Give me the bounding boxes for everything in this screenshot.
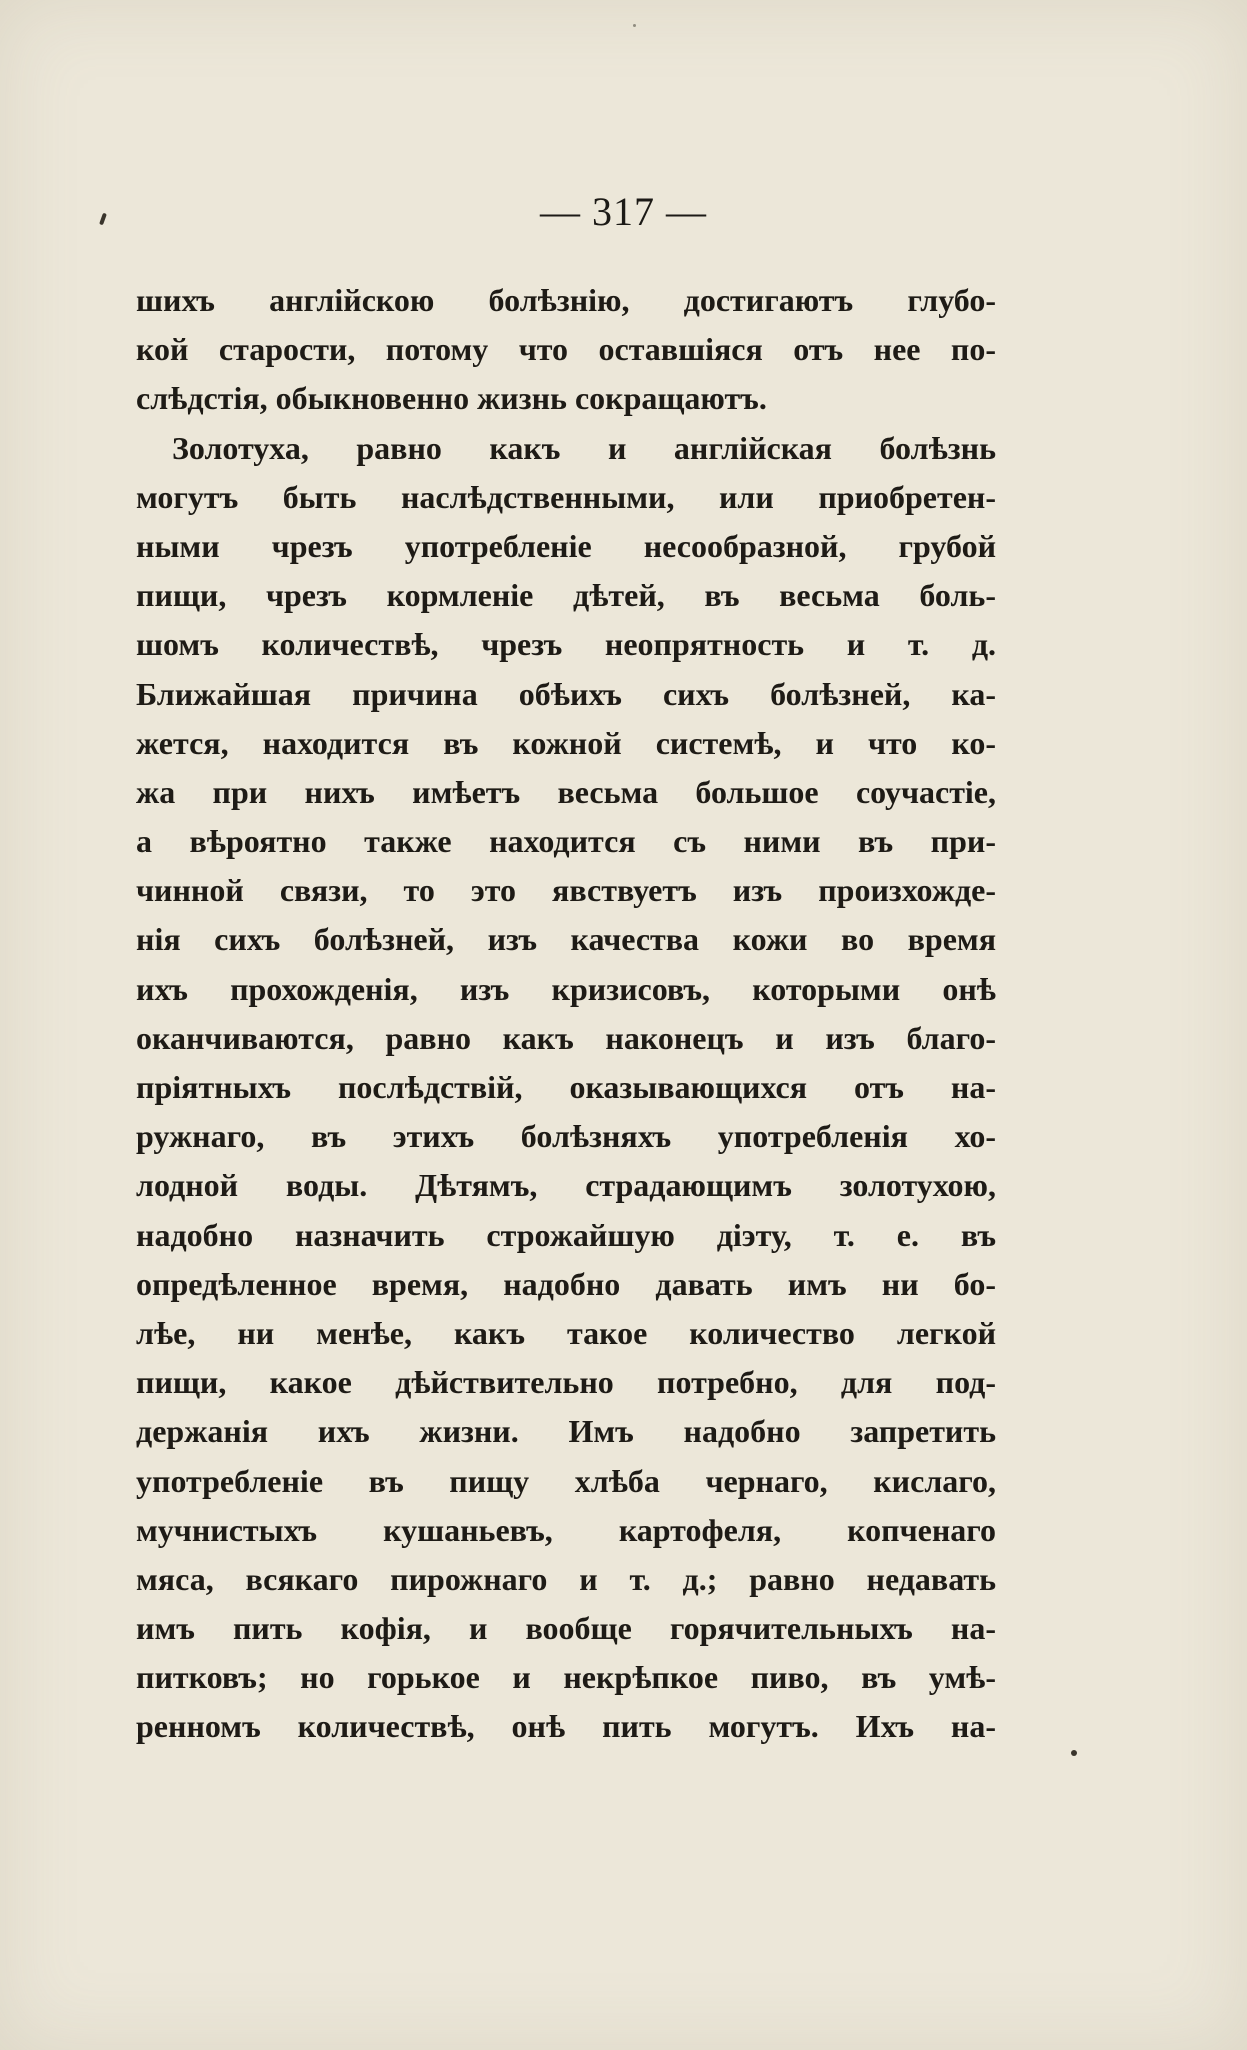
text-line: надобно назначить строжайшую діэту, т. е. въ	[136, 1216, 996, 1253]
text-line: ихъ прохожденія, изъ кризисовъ, которыми онѣ	[136, 970, 996, 1007]
text-line: шомъ количествѣ, чрезъ неопрятность и т. д.	[136, 626, 996, 663]
text-line: имъ пить кофія, и вообще горячительныхъ на-	[136, 1610, 996, 1647]
text-line: чинной связи, то это явствуетъ изъ произхожде-	[136, 872, 996, 909]
text-line: слѣдстія, обыкновенно жизнь сокращаютъ.	[136, 380, 767, 417]
body-text	[136, 276, 996, 1752]
text-line: шихъ англійскою болѣзнію, достигаютъ глубо-	[136, 282, 996, 318]
text-line: пищи, чрезъ кормленіе дѣтей, въ весьма боль-	[136, 577, 996, 614]
text-line: а вѣроятно также находится съ ними въ при-	[136, 823, 996, 860]
text-line: опредѣленное время, надобно давать имъ ни бо-	[136, 1265, 996, 1302]
text-line: лодной воды. Дѣтямъ, страдающимъ золотухою,	[136, 1167, 996, 1204]
text-line: ружнаго, въ этихъ болѣзняхъ употребленія хо-	[136, 1118, 996, 1155]
text-line: Ближайшая причина обѣихъ сихъ болѣзней, ка-	[136, 675, 996, 712]
text-line: лѣе, ни менѣе, какъ такое количество легкой	[136, 1314, 996, 1351]
page-number: — 317 —	[540, 189, 707, 234]
text-line: пищи, какое дѣйствительно потребно, для под-	[136, 1364, 996, 1401]
text-line: могутъ быть наслѣдственными, или приобретен-	[136, 478, 996, 515]
ink-speck	[633, 24, 636, 27]
text-line: мучнистыхъ кушаньевъ, картофеля, копченаго	[136, 1511, 996, 1548]
text-line: оканчиваются, равно какъ наконецъ и изъ благо-	[136, 1019, 996, 1056]
text-line: мяса, всякаго пирожнаго и т. д.; равно недавать	[136, 1560, 996, 1597]
text-line: ными чрезъ употребленіе несообразной, грубой	[136, 527, 996, 564]
text-line: пріятныхъ послѣдствій, оказывающихся отъ на-	[136, 1069, 996, 1105]
text-line: питковъ; но горькое и некрѣпкое пиво, въ умѣ-	[136, 1659, 996, 1696]
text-line: употребленіе въ пищу хлѣба чернаго, кислаго,	[136, 1462, 996, 1499]
text-line: жа при нихъ имѣетъ весьма большое соучастіе,	[136, 773, 996, 810]
text-line: жется, находится въ кожной системѣ, и что ко-	[136, 724, 996, 761]
text-line: кой старости, потому что оставшіяся отъ нее по-	[136, 331, 996, 368]
text-line: Золотуха, равно какъ и англійская болѣзнь	[172, 429, 996, 466]
text-line: ренномъ количествѣ, онѣ пить могутъ. Ихъ на-	[136, 1708, 996, 1745]
text-line: нія сихъ болѣзней, изъ качества кожи во время	[136, 921, 996, 958]
ink-speck	[1071, 1750, 1077, 1756]
text-line: держанія ихъ жизни. Имъ надобно запретить	[136, 1413, 996, 1450]
